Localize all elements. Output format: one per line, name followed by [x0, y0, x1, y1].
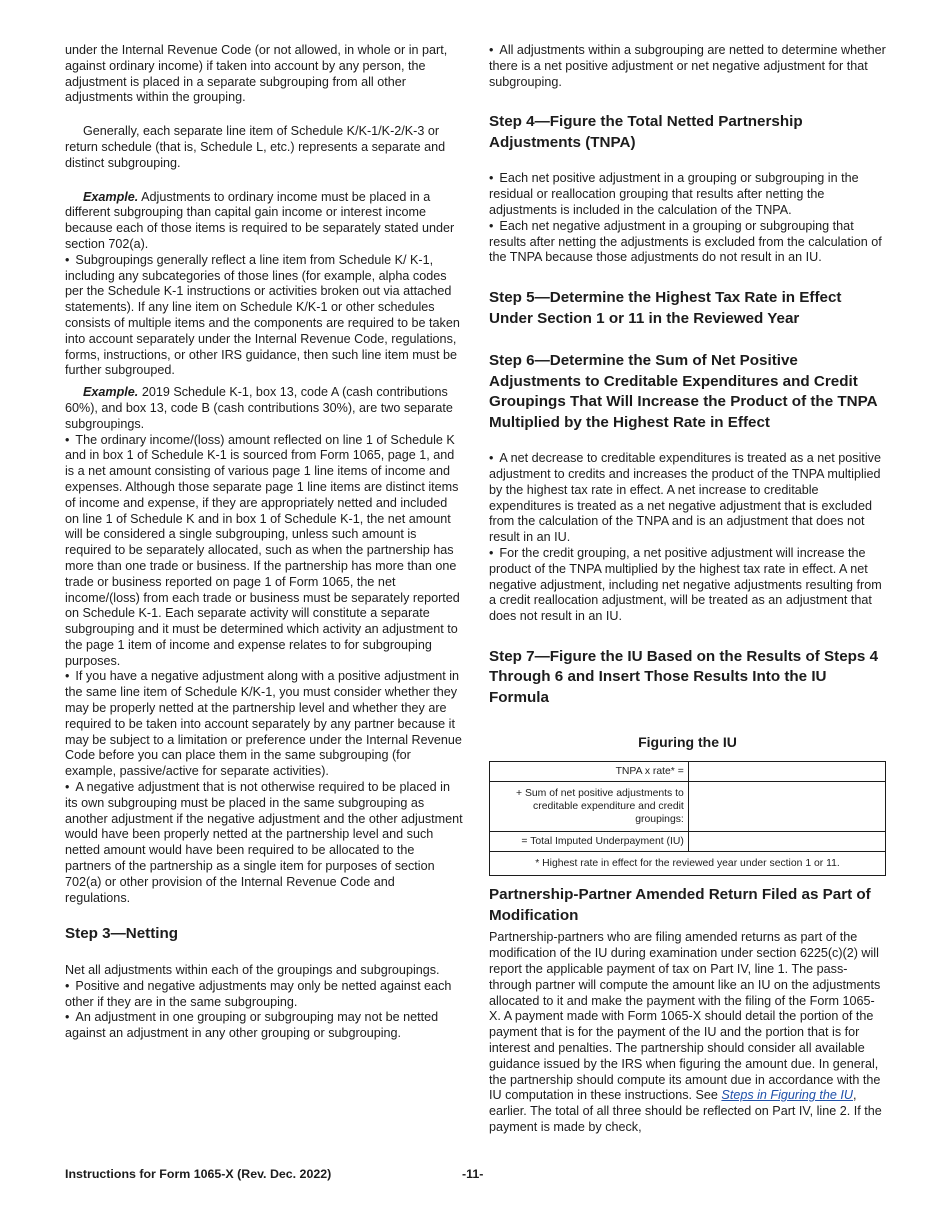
- table-title: Figuring the IU: [638, 734, 737, 751]
- example-text: 2019 Schedule K-1, box 13, code A (cash contributions 60%), and box 13, code B (cash contributions 30%), are two separate subgroupings.: [65, 385, 453, 431]
- table-cell-value: [688, 762, 885, 782]
- paragraph: [489, 930, 886, 1135]
- paragraph: under the Internal Revenue Code (or not allowed, in whole or in part, against ordinary income) if taken into account by any person, the adjustment is placed in a separate subgrouping from all other adjustments within the grouping.: [65, 43, 448, 105]
- table-row: [490, 762, 886, 782]
- section-heading: Step 7—Figure the IU Based on the Results of Steps 4 Through 6 and Insert Those Results Into the IU Formula: [489, 647, 879, 706]
- bullet-item: • A negative adjustment that is not otherwise required to be placed in its own subgrouping must be placed in the same subgrouping as another adjustment if the negative adjustment and the other adjustment would have been properly netted at the partnership level and such netted amount would have been required to be allocated to the partners of the partnership as a single item for purposes of section 702(a) or other provision of the Internal Revenue Code and regulations.: [65, 780, 463, 906]
- example-paragraph: [65, 190, 463, 253]
- section-heading: Step 3—Netting: [65, 925, 179, 943]
- table-footnote: * Highest rate in effect for the reviewed year under section 1 or 11.: [490, 852, 886, 876]
- paragraph: Net all adjustments within each of the groupings and subgroupings.: [65, 962, 440, 977]
- bullet-item: • A net decrease to creditable expenditures is treated as a net positive adjustment to credits and increases the product of the TNPA multiplied by the highest tax rate in effect. A net increase to creditable expenditures is treated as a net negative adjustment that is excluded from the calculation of the TNPA and is an adjustment that does not result in an IU.: [489, 451, 886, 546]
- bullet-item: • Subgroupings generally reflect a line item from Schedule K/ K-1, including any subcategories of those lines (for example, alpha codes per the Schedule K-1 instructions or activities broken out via attached statements). If any line item on Schedule K/K-1 or other schedules consists of multiple items and the components are required to be taken into account separately under the Internal Revenue Code, regulations, forms, instructions, or other IRS guidance, then such line item must be further subgrouped.: [65, 253, 463, 379]
- bullet-item: • For the credit grouping, a net positive adjustment will increase the product of the TNPA multiplied by the highest tax rate in effect. A net negative adjustment, including net negative adjustments resulting from a credit reallocation adjustment, will be treated as an adjustment that does not result in an IU.: [489, 546, 886, 625]
- table-cell-value: [688, 832, 885, 852]
- example-label: Example.: [83, 385, 139, 400]
- table-cell-label: + Sum of net positive adjustments to creditable expenditure and credit groupings:: [490, 782, 689, 832]
- table-row: [490, 782, 886, 832]
- bullet-item: • If you have a negative adjustment along with a positive adjustment in the same line item of Schedule K/K-1, you must consider whether they may be properly netted at the partnership level and whether they are required to be taken into account separately by any partner because it may be subject to a limitation or preference under the Internal Revenue Code before you can place them in the same subgrouping (for example, passive/active for separate activities).: [65, 669, 463, 780]
- page-number: -11-: [462, 1167, 484, 1181]
- left-column: [65, 43, 463, 1042]
- bullet-item: • All adjustments within a subgrouping are netted to determine whether there is a net positive adjustment or net negative adjustment for that subgrouping.: [489, 43, 886, 90]
- bullet-item: • The ordinary income/(loss) amount reflected on line 1 of Schedule K and in box 1 of Schedule K-1 is sourced from Form 1065, page 1, and is a net amount consisting of various page 1 line items of income and expenses. Although those separate page 1 line items are distinct items of income and expense, if they are appropriately netted and included on line 1 of Schedule K and in box 1 of Schedule K-1, the net amount will be considered a single subgrouping, unless such amount is required to be separately allocated, such as when the partnership has more than one trade or business. If the partnership has more than one trade or business reported on page 1 of Form 1065, the net income/(loss) from each trade or business must be separately reported on Schedule K-1. Each separate activity will constitute a separate subgrouping and it must be determined which activity an adjustment to the page 1 item of income and expense relates to for subgrouping purposes.: [65, 433, 463, 670]
- bullet-item: • Each net negative adjustment in a grouping or subgrouping that results after netting the adjustments is excluded from the calculation of the TNPA because those adjustments do not result in an IU.: [489, 219, 886, 266]
- paragraph-text: , earlier. The total of all three should be reflected on Part IV, line 2. If the payment is made by check,: [489, 1088, 882, 1134]
- table-cell-label: TNPA x rate* =: [490, 762, 689, 782]
- table-row: [490, 832, 886, 852]
- example-label: Example.: [83, 189, 139, 204]
- bullet-item: • An adjustment in one grouping or subgrouping may not be netted against an adjustment in any other grouping or subgrouping.: [65, 1010, 463, 1042]
- table-row: [490, 852, 886, 876]
- table-cell-label: = Total Imputed Underpayment (IU): [490, 832, 689, 852]
- example-text: Adjustments to ordinary income must be placed in a different subgrouping than capital gain income or interest income because each of those items is required to be separately stated under section 702(a).: [65, 189, 455, 251]
- section-heading: Partnership-Partner Amended Return Filed as Part of Modification: [489, 886, 871, 924]
- iu-table: [489, 761, 886, 876]
- paragraph-text: Partnership-partners who are filing amended returns as part of the modification of the IU during examination under section 6225(c)(2) will report the applicable payment of tax on Part IV, line 1. The pass-through partner will compute the amount like an IU on the adjustments allocated to it and make the payment with the filing of the Form 1065-X. A payment made with Form 1065-X should detail the portion of the payment that is for the payment of the IU and the portion that is for interest and penalties. The partnership should consider all available guidance issued by the IRS when figuring the amount due. In general, the partnership should compute its amount due in accordance with the IU computation in these instructions. See: [489, 930, 881, 1103]
- bullet-item: • Each net positive adjustment in a grouping or subgrouping in the residual or reallocation grouping that results after netting the adjustments is included in the calculation of the TNPA.: [489, 171, 886, 218]
- right-column: [489, 43, 886, 1136]
- footer-form-title: Instructions for Form 1065-X (Rev. Dec. 2022): [65, 1167, 332, 1181]
- bullet-item: • Positive and negative adjustments may only be netted against each other if they are in the same subgrouping.: [65, 979, 463, 1011]
- section-heading: Step 6—Determine the Sum of Net Positive Adjustments to Creditable Expenditures and Credit Groupings That Will Increase the Product of the TNPA Multiplied by the Highest Rate in Effect: [489, 352, 878, 431]
- example-paragraph: [65, 385, 463, 432]
- section-heading: Step 4—Figure the Total Netted Partnership Adjustments (TNPA): [489, 113, 803, 151]
- steps-in-figuring-iu-link[interactable]: Steps in Figuring the IU: [721, 1088, 854, 1103]
- paragraph: Generally, each separate line item of Schedule K/K-1/K-2/K-3 or return schedule (that is, Schedule L, etc.) represents a separate and distinct subgrouping.: [65, 124, 446, 170]
- section-heading: Step 5—Determine the Highest Tax Rate in Effect Under Section 1 or 11 in the Reviewed Year: [489, 289, 842, 327]
- table-cell-value: [688, 782, 885, 832]
